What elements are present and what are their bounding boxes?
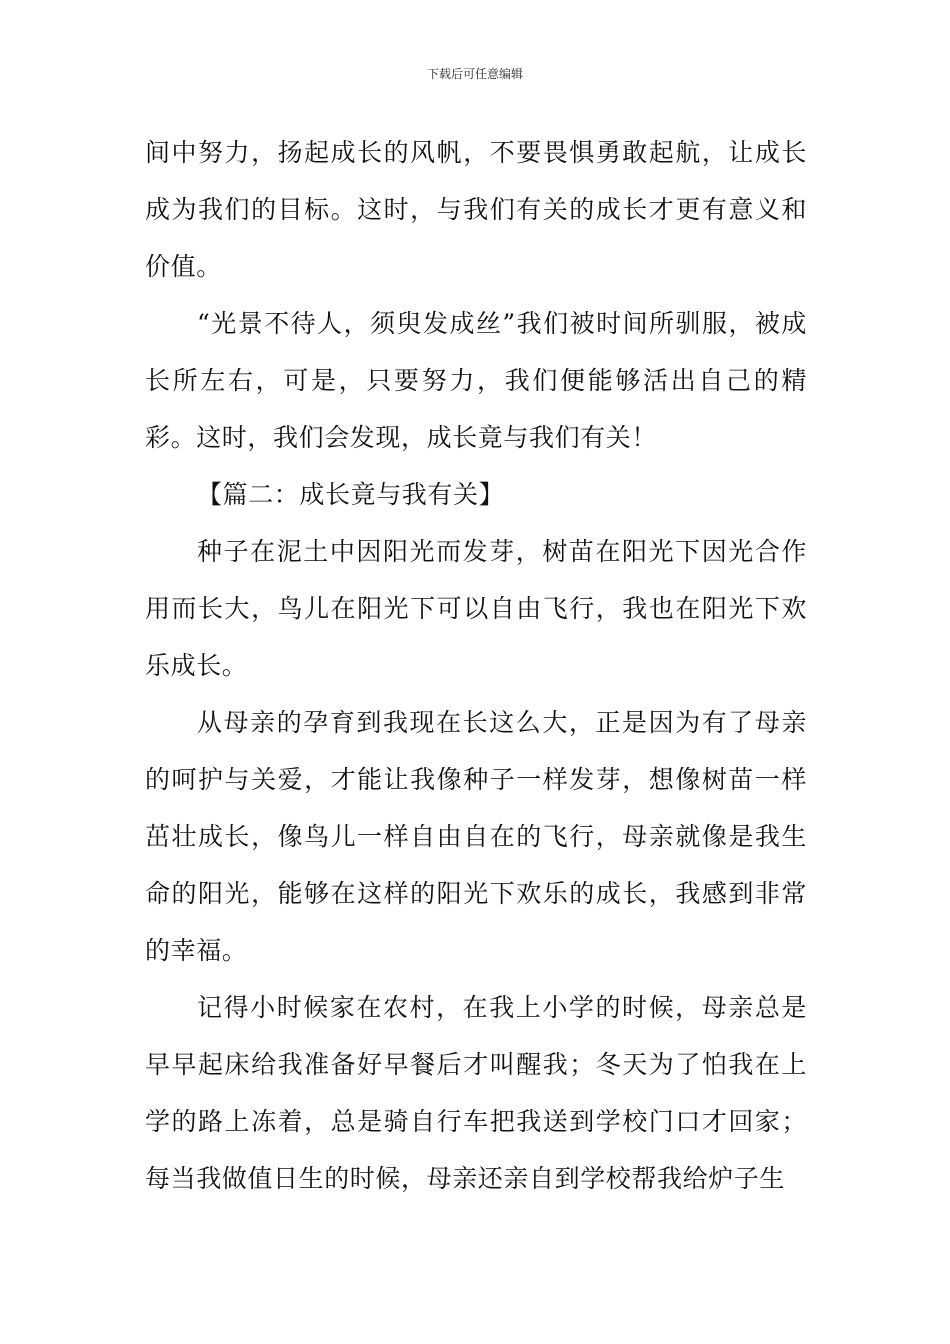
paragraph-childhood: 记得小时候家在农村，在我上小学的时候，母亲总是早早起床给我准备好早餐后才叫醒我；冬天为了怕我在上学的路上冻着，总是骑自行车把我送到学校门口才回家；每当我做值日生的时候，母亲还亲自到学校帮我给炉子生 <box>145 993 807 1193</box>
paragraph-continuation: 间中努力，扬起成长的风帆，不要畏惧勇敢起航，让成长成为我们的目标。这时，与我们有关的成长才更有意义和价值。 <box>145 138 807 281</box>
section-heading: 【篇二：成长竟与我有关】 <box>197 480 505 509</box>
page-header-note: 下载后可任意编辑 <box>426 67 523 81</box>
paragraph-seed: 种子在泥土中因阳光而发芽，树苗在阳光下因光合作用而长大，鸟儿在阳光下可以自由飞行，我也在阳光下欢乐成长。 <box>145 537 807 680</box>
paragraph-quote: “光景不待人，须臾发成丝”我们被时间所驯服，被成长所左右，可是，只要努力，我们便能够活出自己的精彩。这时，我们会发现，成长竟与我们有关！ <box>145 309 807 452</box>
document-body <box>145 124 807 1207</box>
paragraph-mother: 从母亲的孕育到我现在长这么大，正是因为有了母亲的呵护与关爱，才能让我像种子一样发芽，想像树苗一样茁壮成长，像鸟儿一样自由自在的飞行，母亲就像是我生命的阳光，能够在这样的阳光下欢乐的成长，我感到非常的幸福。 <box>145 708 807 965</box>
